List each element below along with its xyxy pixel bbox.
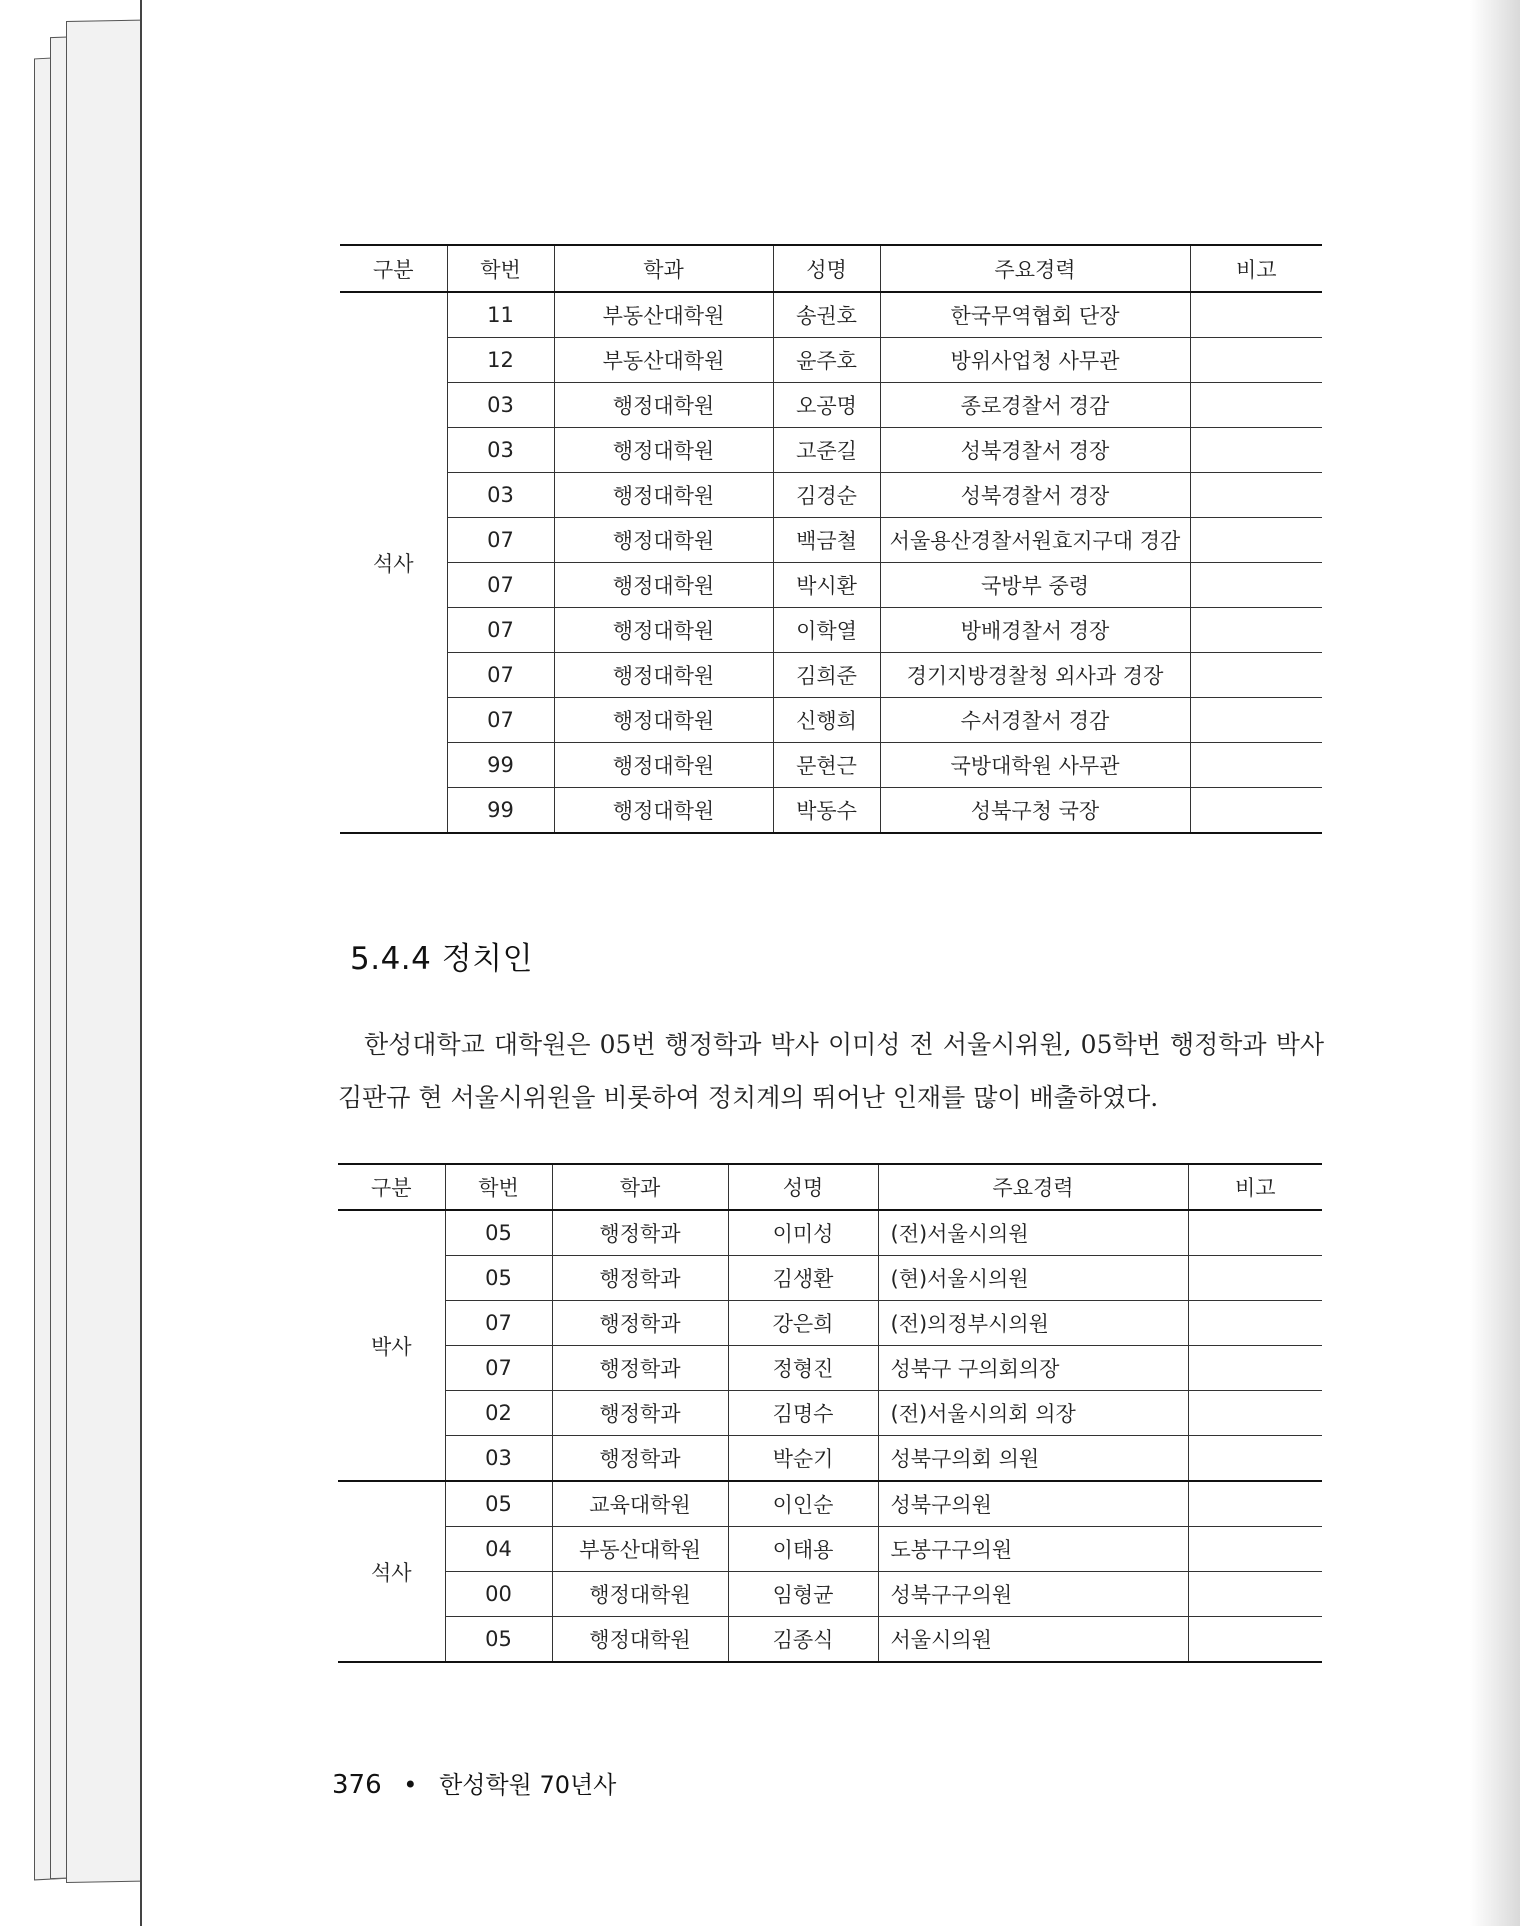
cell-student-id: 07: [447, 518, 554, 563]
cell-remarks: [1188, 1481, 1322, 1527]
cell-student-id: 03: [447, 428, 554, 473]
cell-student-id: 07: [447, 653, 554, 698]
cell-remarks: [1190, 563, 1322, 608]
cell-name: 김종식: [728, 1617, 878, 1663]
cell-department: 행정대학원: [554, 383, 773, 428]
cell-name: 임형균: [728, 1572, 878, 1617]
cell-department: 부동산대학원: [554, 338, 773, 383]
cell-career: (전)의정부시의원: [878, 1301, 1188, 1346]
page-shadow: [1470, 0, 1520, 1926]
cell-student-id: 07: [445, 1346, 552, 1391]
table-row: [338, 1301, 1322, 1346]
cell-remarks: [1190, 383, 1322, 428]
header-remarks: 비고: [1190, 245, 1322, 292]
table-row: [340, 428, 1322, 473]
page-number: 376: [332, 1770, 382, 1800]
table-row: [340, 563, 1322, 608]
cell-department: 행정대학원: [554, 518, 773, 563]
cell-remarks: [1190, 292, 1322, 338]
header-student-id: 학번: [445, 1164, 552, 1210]
cell-name: 이미성: [728, 1210, 878, 1256]
cell-department: 부동산대학원: [554, 292, 773, 338]
cell-career: (전)서울시의회 의장: [878, 1391, 1188, 1436]
cell-student-id: 99: [447, 743, 554, 788]
table-header-row: [340, 245, 1322, 292]
cell-department: 행정학과: [552, 1436, 728, 1482]
cell-name: 김명수: [728, 1391, 878, 1436]
cell-department: 행정대학원: [554, 743, 773, 788]
cell-student-id: 05: [445, 1256, 552, 1301]
cell-remarks: [1188, 1391, 1322, 1436]
cell-department: 행정대학원: [552, 1617, 728, 1663]
cell-name: 강은희: [728, 1301, 878, 1346]
cell-department: 행정학과: [552, 1301, 728, 1346]
cell-name: 오공명: [773, 383, 880, 428]
cell-remarks: [1190, 698, 1322, 743]
politicians-table: [338, 1163, 1322, 1663]
cell-career: 서울시의원: [878, 1617, 1188, 1663]
cell-student-id: 05: [445, 1210, 552, 1256]
cell-department: 행정대학원: [554, 698, 773, 743]
cell-category: 석사: [340, 292, 447, 833]
table-row: [340, 743, 1322, 788]
cell-remarks: [1188, 1256, 1322, 1301]
cell-department: 행정학과: [552, 1210, 728, 1256]
cell-name: 박동수: [773, 788, 880, 834]
cell-career: (전)서울시의원: [878, 1210, 1188, 1256]
cell-career: 성북구청 국장: [880, 788, 1190, 834]
cell-remarks: [1190, 653, 1322, 698]
table-row: [340, 383, 1322, 428]
cell-name: 김생환: [728, 1256, 878, 1301]
cell-student-id: 07: [447, 563, 554, 608]
cell-remarks: [1190, 518, 1322, 563]
cell-career: 방배경찰서 경장: [880, 608, 1190, 653]
table-row: [338, 1210, 1322, 1256]
cell-department: 행정대학원: [554, 563, 773, 608]
table-row: [340, 473, 1322, 518]
cell-career: 국방부 중령: [880, 563, 1190, 608]
footer-bullet: •: [403, 1771, 418, 1799]
cell-remarks: [1190, 338, 1322, 383]
header-career: 주요경력: [878, 1164, 1188, 1210]
cell-student-id: 07: [445, 1301, 552, 1346]
table-row: [340, 608, 1322, 653]
header-career: 주요경력: [880, 245, 1190, 292]
table-row: [338, 1481, 1322, 1527]
cell-department: 행정학과: [552, 1346, 728, 1391]
header-department: 학과: [552, 1164, 728, 1210]
cell-name: 신행희: [773, 698, 880, 743]
cell-career: 성북경찰서 경장: [880, 428, 1190, 473]
cell-department: 행정대학원: [554, 473, 773, 518]
cell-career: 성북구 구의회의장: [878, 1346, 1188, 1391]
header-remarks: 비고: [1188, 1164, 1322, 1210]
cell-student-id: 07: [447, 608, 554, 653]
cell-name: 정형진: [728, 1346, 878, 1391]
table-row: [340, 698, 1322, 743]
header-name: 성명: [728, 1164, 878, 1210]
cell-name: 박순기: [728, 1436, 878, 1482]
cell-department: 부동산대학원: [552, 1527, 728, 1572]
table-header-row: [338, 1164, 1322, 1210]
cell-remarks: [1188, 1527, 1322, 1572]
cell-career: 서울용산경찰서원효지구대 경감: [880, 518, 1190, 563]
cell-student-id: 11: [447, 292, 554, 338]
table-row: [340, 788, 1322, 834]
section-title: 5.4.4 정치인: [350, 941, 534, 977]
cell-category: 석사: [338, 1481, 445, 1662]
table-row: [338, 1256, 1322, 1301]
cell-name: 이태용: [728, 1527, 878, 1572]
cell-department: 행정대학원: [554, 428, 773, 473]
cell-career: 성북구의회 의원: [878, 1436, 1188, 1482]
cell-career: 성북구의원: [878, 1481, 1188, 1527]
cell-career: 한국무역협회 단장: [880, 292, 1190, 338]
cell-remarks: [1188, 1436, 1322, 1482]
cell-career: 국방대학원 사무관: [880, 743, 1190, 788]
cell-name: 고준길: [773, 428, 880, 473]
cell-name: 문현근: [773, 743, 880, 788]
book-title: 한성학원 70년사: [439, 1771, 617, 1799]
cell-name: 백금철: [773, 518, 880, 563]
header-department: 학과: [554, 245, 773, 292]
cell-remarks: [1188, 1301, 1322, 1346]
table-row: [340, 653, 1322, 698]
cell-career: 방위사업청 사무관: [880, 338, 1190, 383]
cell-student-id: 05: [445, 1481, 552, 1527]
table-row: [338, 1617, 1322, 1663]
cell-department: 행정학과: [552, 1391, 728, 1436]
cell-department: 행정학과: [552, 1256, 728, 1301]
table-row: [340, 338, 1322, 383]
table-row: [340, 292, 1322, 338]
section-paragraph: 한성대학교 대학원은 05번 행정학과 박사 이미성 전 서울시위원, 05학번 행정학과 박사 김판규 현 서울시위원을 비롯하여 정치계의 뛰어난 인재를 많이 배출하였다.: [338, 1030, 1324, 1112]
header-category: 구분: [338, 1164, 445, 1210]
cell-career: 종로경찰서 경감: [880, 383, 1190, 428]
table-row: [338, 1346, 1322, 1391]
cell-remarks: [1190, 608, 1322, 653]
cell-department: 행정대학원: [554, 788, 773, 834]
cell-student-id: 00: [445, 1572, 552, 1617]
cell-career: 성북경찰서 경장: [880, 473, 1190, 518]
cell-student-id: 05: [445, 1617, 552, 1663]
cell-department: 행정대학원: [554, 608, 773, 653]
cell-category: 박사: [338, 1210, 445, 1481]
cell-remarks: [1190, 788, 1322, 834]
cell-name: 이인순: [728, 1481, 878, 1527]
cell-student-id: 03: [447, 473, 554, 518]
cell-remarks: [1188, 1210, 1322, 1256]
cell-remarks: [1188, 1572, 1322, 1617]
cell-remarks: [1190, 473, 1322, 518]
table-row: [338, 1572, 1322, 1617]
cell-student-id: 07: [447, 698, 554, 743]
cell-student-id: 99: [447, 788, 554, 834]
masters-career-table: [340, 244, 1322, 834]
cell-career: 도봉구구의원: [878, 1527, 1188, 1572]
cell-career: 수서경찰서 경감: [880, 698, 1190, 743]
header-category: 구분: [340, 245, 447, 292]
cell-name: 김경순: [773, 473, 880, 518]
cell-student-id: 02: [445, 1391, 552, 1436]
cell-career: (현)서울시의원: [878, 1256, 1188, 1301]
cell-department: 교육대학원: [552, 1481, 728, 1527]
header-student-id: 학번: [447, 245, 554, 292]
cell-remarks: [1190, 743, 1322, 788]
cell-name: 송권호: [773, 292, 880, 338]
cell-name: 박시환: [773, 563, 880, 608]
header-name: 성명: [773, 245, 880, 292]
table-row: [338, 1391, 1322, 1436]
cell-remarks: [1188, 1617, 1322, 1663]
cell-remarks: [1188, 1346, 1322, 1391]
table-row: [338, 1527, 1322, 1572]
page-footer: [332, 1765, 616, 1800]
cell-career: 경기지방경찰청 외사과 경장: [880, 653, 1190, 698]
cell-name: 김희준: [773, 653, 880, 698]
table-row: [338, 1436, 1322, 1482]
table-row: [340, 518, 1322, 563]
cell-student-id: 03: [447, 383, 554, 428]
cell-department: 행정대학원: [554, 653, 773, 698]
cell-remarks: [1190, 428, 1322, 473]
cell-student-id: 12: [447, 338, 554, 383]
cell-department: 행정대학원: [552, 1572, 728, 1617]
cell-name: 윤주호: [773, 338, 880, 383]
cell-name: 이학열: [773, 608, 880, 653]
cell-student-id: 03: [445, 1436, 552, 1482]
cell-career: 성북구구의원: [878, 1572, 1188, 1617]
cell-student-id: 04: [445, 1527, 552, 1572]
